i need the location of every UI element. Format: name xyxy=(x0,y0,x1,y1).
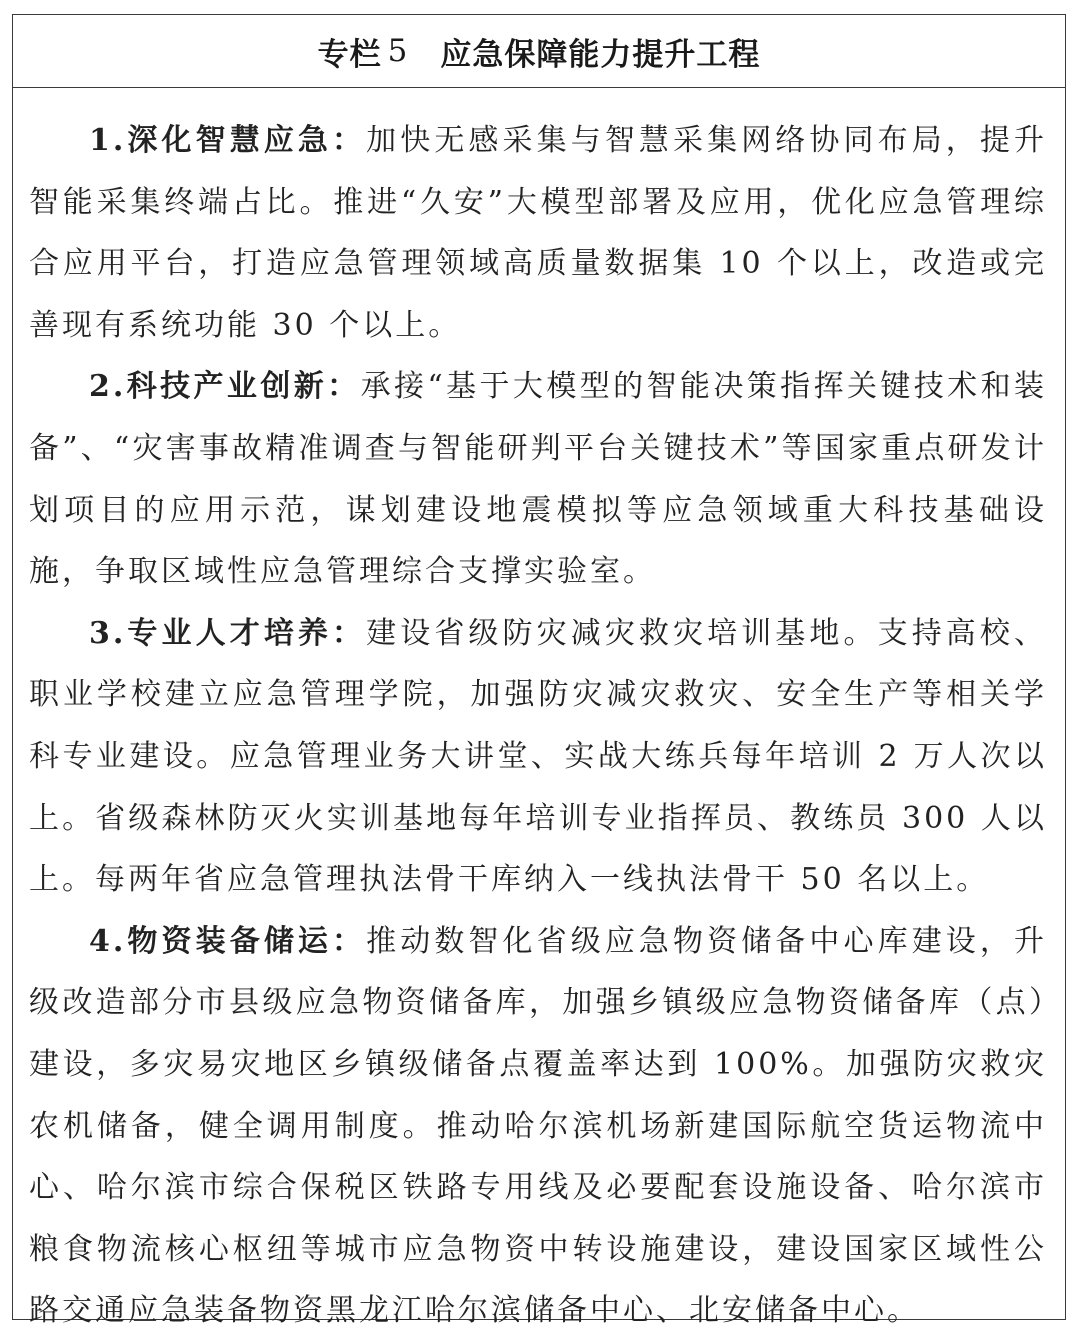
paragraph-body: 承接“基于大模型的智能决策指挥关键技术和装备”、“灾害事故精准调查与智能研判平台关键技术”等国家重点研发计划项目的应用示范，谋划建设地震模拟等应急领域重大科技基础设施，争取区域性应急管理综合支撑实验室。 xyxy=(29,369,1047,590)
paragraph-lead: 3.专业人才培养： xyxy=(89,615,367,651)
column-content xyxy=(13,110,1065,1342)
paragraph-2 xyxy=(29,356,1047,602)
paragraph-body: 建设省级防灾减灾救灾培训基地。支持高校、职业学校建立应急管理学院，加强防灾减灾救灾、安全生产等相关学科专业建设。应急管理业务大讲堂、实战大练兵每年培训 2 万人次以上。省级森林防灭火实训基地每年培训专业指挥员、教练员 300 人以上。每两年省应急管理执法骨干库纳入一线执法骨干 50 名以上。 xyxy=(29,615,1048,898)
paragraph-body: 推动数智化省级应急物资储备中心库建设，升级改造部分市县级应急物资储备库，加强乡镇级应急物资储备库（点）建设，多灾易灾地区乡镇级储备点覆盖率达到 100%。加强防灾救灾农机储备，健全调用制度。推动哈尔滨机场新建国际航空货运物流中心、哈尔滨市综合保税区铁路专用线及必要配套设施设备、哈尔滨市粮食物流核心枢纽等城市应急物资中转设施建设，建设国家区域性公路交通应急装备物资黑龙江哈尔滨储备中心、北安储备中心。 xyxy=(29,923,1048,1329)
title-number: 5 xyxy=(387,33,409,69)
column-box xyxy=(12,14,1066,1329)
title-text: 应急保障能力提升工程 xyxy=(440,36,761,73)
title-prefix: 专栏 xyxy=(317,36,382,73)
paragraph-body: 加快无感采集与智慧采集网络协同布局，提升智能采集终端占比。推进“久安”大模型部署及应用，优化应急管理综合应用平台，打造应急管理领域高质量数据集 10 个以上，改造或完善现有系统功能 30 个以上。 xyxy=(29,123,1048,343)
paragraph-4 xyxy=(29,911,1047,1342)
paragraph-lead: 1.深化智慧应急： xyxy=(89,123,367,158)
paragraph-3 xyxy=(29,603,1047,911)
paragraph-1 xyxy=(29,110,1047,356)
column-title xyxy=(13,15,1065,88)
paragraph-lead: 2.科技产业创新： xyxy=(89,369,361,405)
paragraph-lead: 4.物资装备储运： xyxy=(89,923,367,959)
